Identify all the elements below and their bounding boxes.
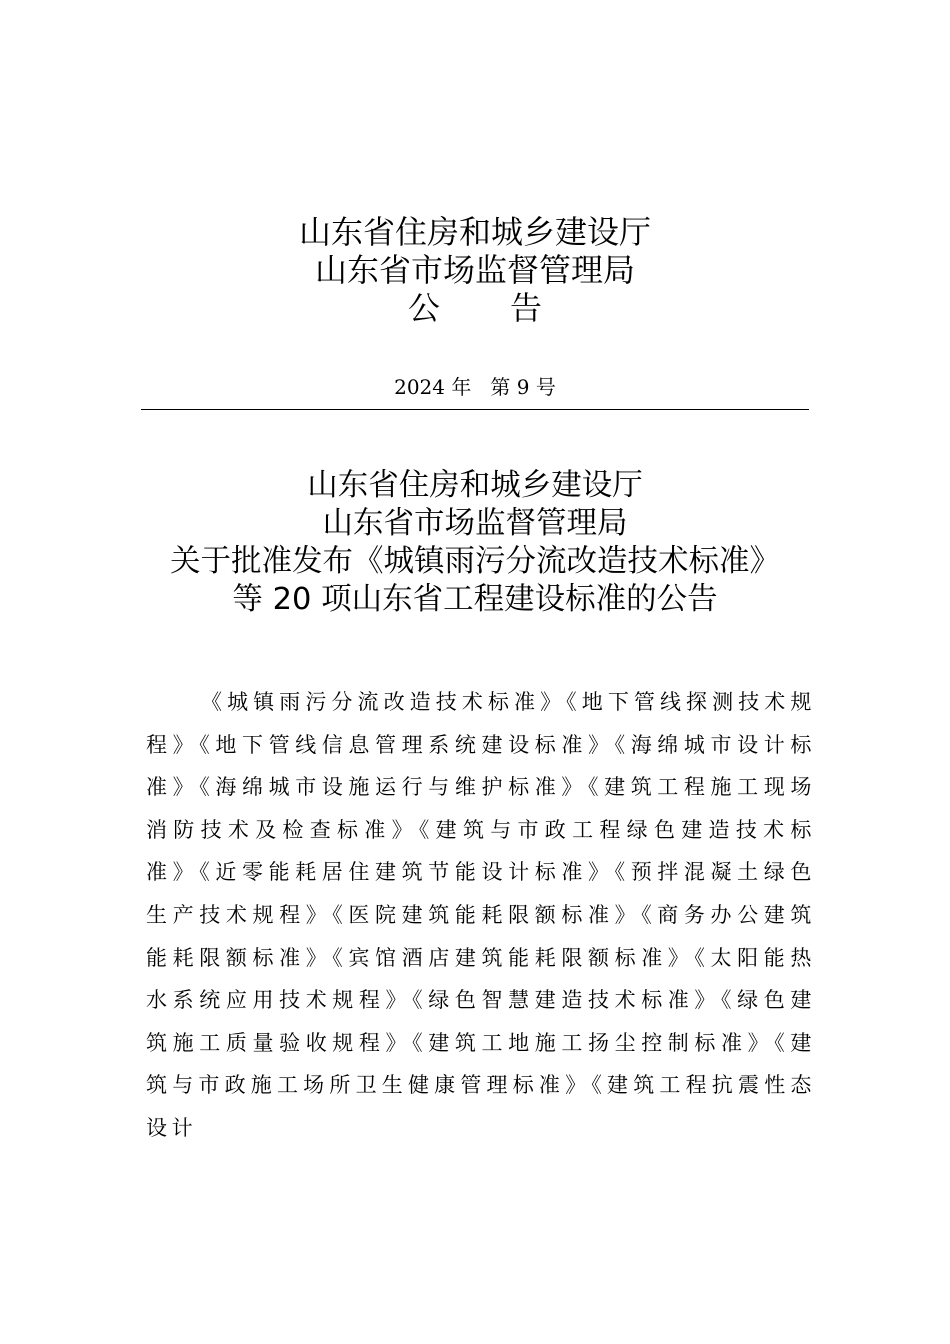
document-title bbox=[0, 467, 950, 619]
issuer-org-1: 山东省住房和城乡建设厅 bbox=[298, 213, 651, 251]
announcement-heading: 公告 bbox=[407, 289, 612, 327]
title-line-2: 山东省市场监督管理局 bbox=[322, 506, 628, 541]
issuer-org-2: 山东省市场监督管理局 bbox=[314, 251, 635, 289]
title-line-3: 关于批准发布《城镇雨污分流改造技术标准》 bbox=[170, 544, 780, 579]
title-line-4: 等 20 项山东省工程建设标准的公告 bbox=[232, 582, 718, 617]
document-number: 2024 年 第 9 号 bbox=[394, 375, 556, 399]
header-divider bbox=[141, 409, 809, 410]
issuer-header bbox=[0, 213, 950, 327]
body-paragraph: 《城镇雨污分流改造技术标准》《地下管线探测技术规程》《地下管线信息管理系统建设标准》《海绵城市设计标准》《海绵城市设施运行与维护标准》《建筑工程施工现场消防技术及检查标准》《建筑与市政工程绿色建造技术标准》《近零能耗居住建筑节能设计标准》《预拌混凝土绿色生产技术规程》《医院建筑能耗限额标准》《商务办公建筑能耗限额标准》《宾馆酒店建筑能耗限额标准》《太阳能热水系统应用技术规程》《绿色智慧建造技术标准》《绿色建筑施工质量验收规程》《建筑工地施工扬尘控制标准》《建筑与市政施工场所卫生健康管理标准》《建筑工程抗震性态设计 bbox=[146, 690, 816, 1140]
title-line-1: 山东省住房和城乡建设厅 bbox=[307, 468, 643, 503]
